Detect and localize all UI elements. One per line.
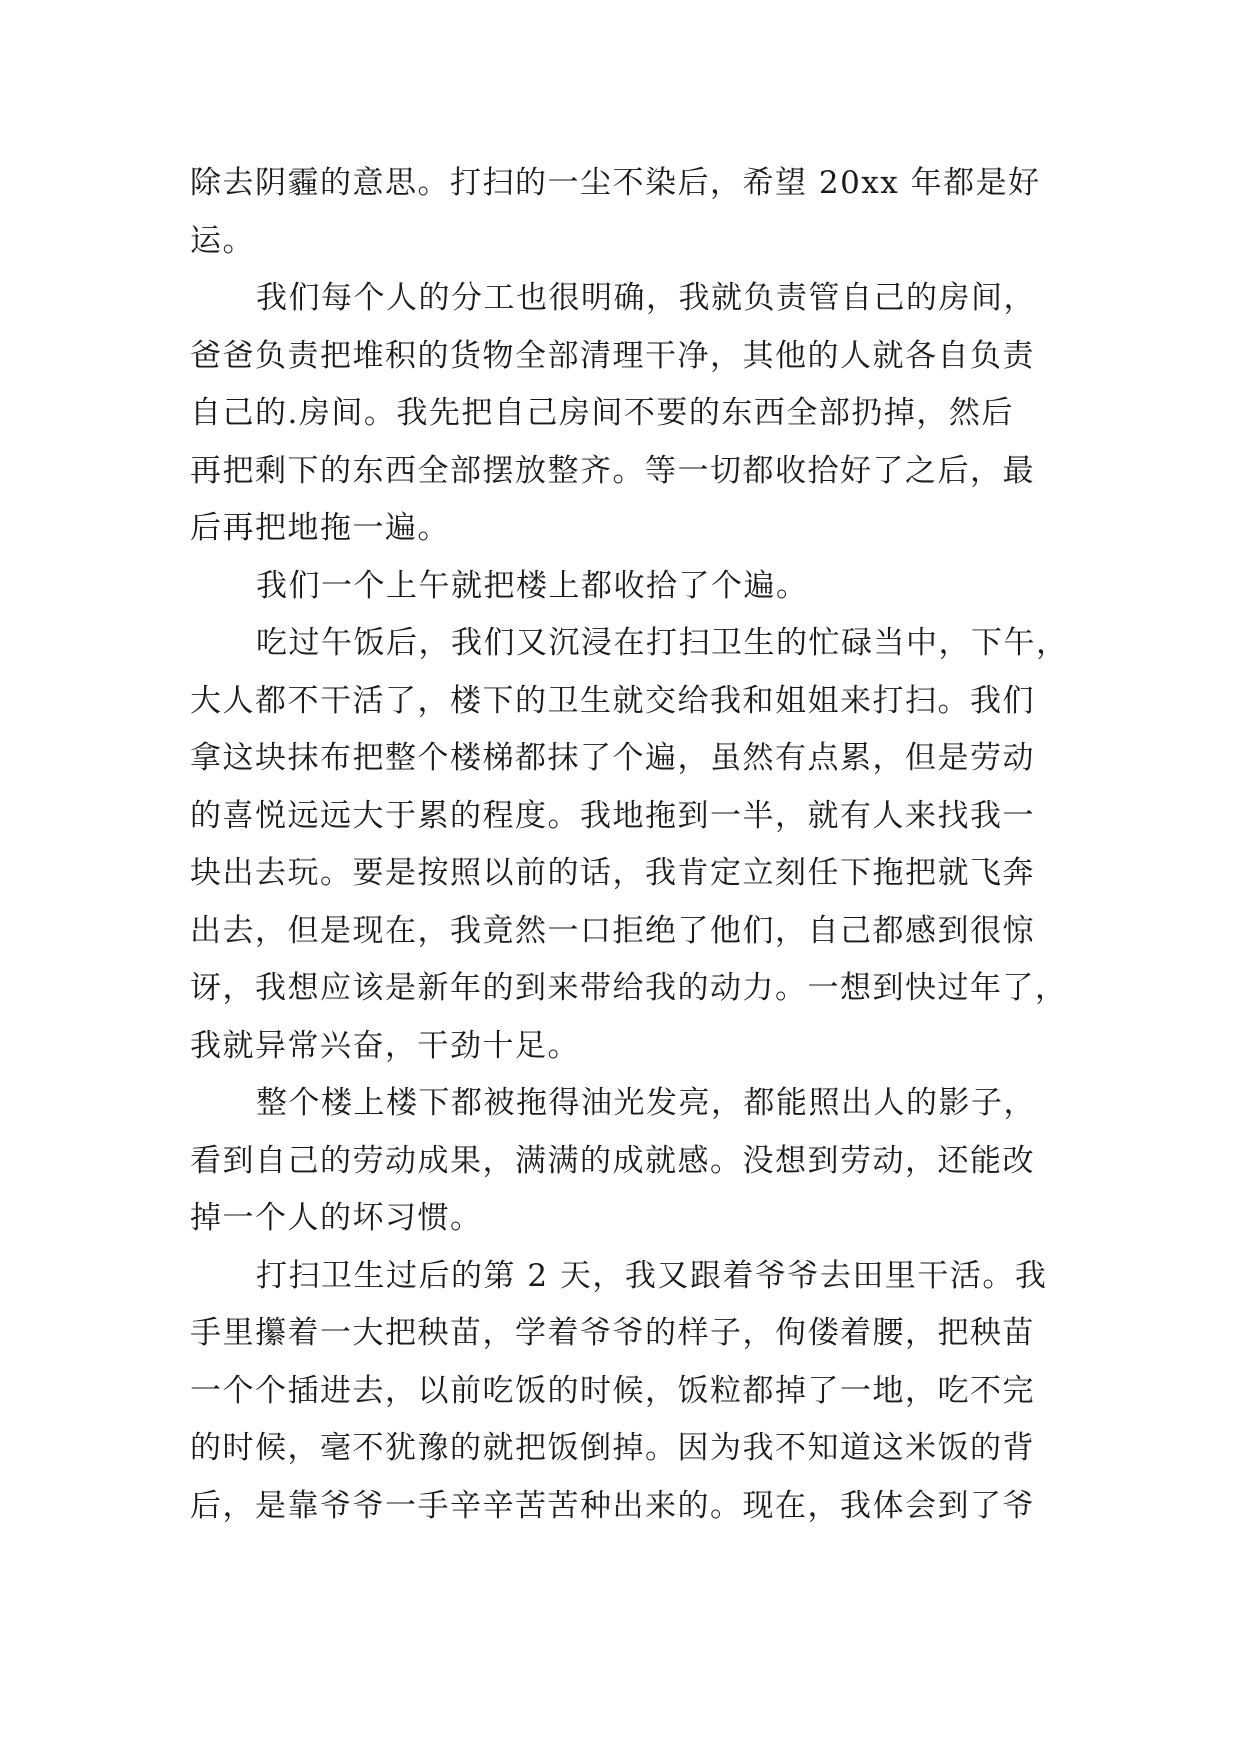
text-line: 块出去玩。要是按照以前的话，我肯定立刻任下拖把就飞奔 xyxy=(190,855,1035,891)
text-line: 拿这块抹布把整个楼梯都抹了个遍，虽然有点累，但是劳动 xyxy=(190,740,1035,776)
text-line: 吃过午饭后，我们又沉浸在打扫卫生的忙碌当中，下午， xyxy=(256,625,1069,661)
text-line: 的喜悦远远大于累的程度。我地拖到一半，就有人来找我一 xyxy=(190,797,1035,834)
text-line: 手里攥着一大把秧苗，学着爷爷的样子，佝偻着腰，把秧苗 xyxy=(190,1315,1035,1351)
body-text xyxy=(190,155,1069,1535)
text-line: 后再把地拖一遍。 xyxy=(190,510,450,546)
text-line: 爸爸负责把堆积的货物全部清理干净，其他的人就各自负责 xyxy=(190,337,1035,374)
text-line: 讶，我想应该是新年的到来带给我的动力。一想到快过年了， xyxy=(190,970,1068,1006)
text-line: 再把剩下的东西全部摆放整齐。等一切都收拾好了之后，最 xyxy=(190,452,1035,489)
text-line: 后，是靠爷爷一手辛辛苦苦种出来的。现在，我体会到了爷 xyxy=(190,1487,1035,1524)
text-line: 一个个插进去，以前吃饭的时候，饭粒都掉了一地，吃不完 xyxy=(190,1372,1035,1409)
text-line: 看到自己的劳动成果，满满的成就感。没想到劳动，还能改 xyxy=(190,1142,1035,1179)
text-line: 打扫卫生过后的第 2 天，我又跟着爷爷去田里干活。我 xyxy=(256,1257,1048,1294)
text-line: 我们每个人的分工也很明确，我就负责管自己的房间， xyxy=(256,280,1036,316)
text-line: 大人都不干活了，楼下的卫生就交给我和姐姐来打扫。我们 xyxy=(190,682,1035,719)
text-line: 运。 xyxy=(190,222,255,259)
text-line: 我就异常兴奋，干劲十足。 xyxy=(190,1027,580,1064)
text-line: 我们一个上午就把楼上都收拾了个遍。 xyxy=(256,567,809,604)
text-line: 除去阴霾的意思。打扫的一尘不染后，希望 20xx 年都是好 xyxy=(190,165,1041,201)
text-line: 出去，但是现在，我竟然一口拒绝了他们，自己都感到很惊 xyxy=(190,912,1035,949)
text-line: 整个楼上楼下都被拖得油光发亮，都能照出人的影子， xyxy=(256,1085,1036,1121)
text-line: 掉一个人的坏习惯。 xyxy=(190,1200,483,1236)
text-line: 自己的.房间。我先把自己房间不要的东西全部扔掉，然后 xyxy=(190,395,1014,431)
text-line: 的时候，毫不犹豫的就把饭倒掉。因为我不知道这米饭的背 xyxy=(190,1430,1035,1466)
